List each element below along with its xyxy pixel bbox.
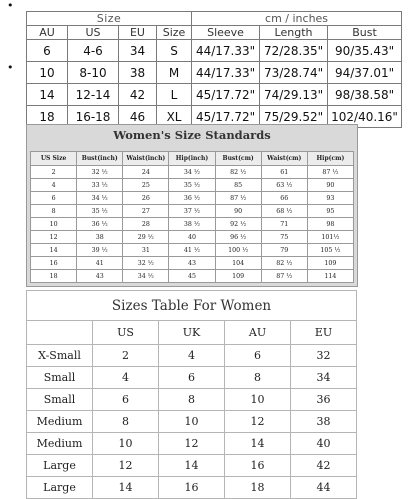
table-cell: 98/38.58" <box>328 84 402 106</box>
table-row <box>31 166 354 179</box>
column-header: Bust(inch) <box>77 152 123 166</box>
bullet-marker: • <box>7 61 14 74</box>
table-row <box>31 205 354 218</box>
table-row <box>31 179 354 192</box>
table-cell: 6 <box>225 345 291 367</box>
column-header: Hip(cm) <box>307 152 353 166</box>
table-cell: 6 <box>31 192 77 205</box>
table-cell: 92 ½ <box>215 218 261 231</box>
table-cell: 74/29.13" <box>260 84 328 106</box>
table-cell: 2 <box>31 166 77 179</box>
table-cell: 8 <box>225 367 291 389</box>
table-cell: 2 <box>93 345 159 367</box>
table-cell: 90 <box>307 179 353 192</box>
table-cell: 35 ½ <box>169 179 215 192</box>
column-header: EU <box>291 321 357 345</box>
table-cell: 33 ½ <box>77 179 123 192</box>
column-header: Waist(cm) <box>261 152 307 166</box>
table-cell: 40 <box>169 231 215 244</box>
table-cell: 36 <box>291 389 357 411</box>
table-cell: 85 <box>215 179 261 192</box>
table-cell: 100 ½ <box>215 244 261 257</box>
table-cell: 41 ½ <box>169 244 215 257</box>
table-cell: 44/17.33" <box>192 40 260 62</box>
table-cell: 14 <box>31 244 77 257</box>
table-cell: 14 <box>27 84 68 106</box>
table-cell: 10 <box>225 389 291 411</box>
table-cell: 63 ½ <box>261 179 307 192</box>
table-cell: 4 <box>93 367 159 389</box>
table-cell: 102/40.16" <box>328 106 402 128</box>
size-standards-title: Women's Size Standards <box>113 128 271 142</box>
table-row <box>31 270 354 283</box>
table-cell: 104 <box>215 257 261 270</box>
table-cell: 37 ½ <box>169 205 215 218</box>
column-header: US Size <box>31 152 77 166</box>
table-cell: 68 ½ <box>261 205 307 218</box>
table-row <box>27 433 357 455</box>
table-cell: 42 <box>119 84 157 106</box>
table-cell: Large <box>27 455 93 477</box>
table-row <box>31 231 354 244</box>
table-cell: 12-14 <box>68 84 119 106</box>
table-cell: 90 <box>215 205 261 218</box>
size-standards-table <box>30 151 354 283</box>
table-row <box>27 411 357 433</box>
table-cell: 14 <box>93 477 159 499</box>
size-measurement-table <box>26 11 402 128</box>
table-cell: 40 <box>291 433 357 455</box>
table-cell: 43 <box>77 270 123 283</box>
column-header: Hip(inch) <box>169 152 215 166</box>
table-cell: 24 <box>123 166 169 179</box>
column-header: Waist(inch) <box>123 152 169 166</box>
table-cell: 45/17.72" <box>192 106 260 128</box>
table-cell: 109 <box>307 257 353 270</box>
table-cell: 16 <box>159 477 225 499</box>
table-cell: 94/37.01" <box>328 62 402 84</box>
table-cell: XL <box>157 106 192 128</box>
table-cell: 87 ½ <box>261 270 307 283</box>
table-cell: Large <box>27 477 93 499</box>
table-cell: 32 ½ <box>77 166 123 179</box>
table-cell: 43 <box>169 257 215 270</box>
table-row <box>27 62 402 84</box>
column-header: US <box>93 321 159 345</box>
table-cell: 8 <box>31 205 77 218</box>
table-cell: Medium <box>27 411 93 433</box>
table-row <box>27 84 402 106</box>
measure-group-header: cm / inches <box>192 12 402 26</box>
column-header: US <box>68 26 119 40</box>
table-cell: 34 <box>119 40 157 62</box>
table-cell: 18 <box>31 270 77 283</box>
table-row <box>27 367 357 389</box>
table-row <box>27 345 357 367</box>
table-cell: 14 <box>225 433 291 455</box>
table-cell: 12 <box>225 411 291 433</box>
table-cell: 82 ½ <box>261 257 307 270</box>
table-cell: 16-18 <box>68 106 119 128</box>
table-cell: 6 <box>159 367 225 389</box>
column-header: Sleeve <box>192 26 260 40</box>
table-cell: 87 ½ <box>215 192 261 205</box>
table-cell: 6 <box>27 40 68 62</box>
table-cell: M <box>157 62 192 84</box>
table-cell: 32 <box>291 345 357 367</box>
table-cell: 16 <box>225 455 291 477</box>
table-cell: 31 <box>123 244 169 257</box>
table-cell: 90/35.43" <box>328 40 402 62</box>
table-cell: 10 <box>93 433 159 455</box>
table-cell: 4 <box>31 179 77 192</box>
table-cell: 73/28.74" <box>260 62 328 84</box>
table-row <box>27 389 357 411</box>
column-header: AU <box>225 321 291 345</box>
bullet-marker: • <box>7 0 14 12</box>
table-cell: 16 <box>31 257 77 270</box>
table-cell: 8 <box>159 389 225 411</box>
table-cell: 38 <box>119 62 157 84</box>
column-header: Length <box>260 26 328 40</box>
table-cell: 66 <box>261 192 307 205</box>
table-cell: 75 <box>261 231 307 244</box>
table-cell: 61 <box>261 166 307 179</box>
table-row <box>31 257 354 270</box>
table-cell: 114 <box>307 270 353 283</box>
table-cell: 26 <box>123 192 169 205</box>
table-row <box>27 455 357 477</box>
table-cell: 93 <box>307 192 353 205</box>
table-cell: 14 <box>159 455 225 477</box>
table-cell: S <box>157 40 192 62</box>
sizes-table-title: Sizes Table For Women <box>27 291 357 321</box>
table-cell: Small <box>27 367 93 389</box>
size-standards-panel <box>26 124 358 287</box>
table-cell: 10 <box>27 62 68 84</box>
table-cell: 34 <box>291 367 357 389</box>
table-cell: 38 ½ <box>169 218 215 231</box>
table-cell: 44/17.33" <box>192 62 260 84</box>
table-cell: X-Small <box>27 345 93 367</box>
table-cell: 4-6 <box>68 40 119 62</box>
table-cell: 4 <box>159 345 225 367</box>
table-row <box>31 192 354 205</box>
table-cell: 27 <box>123 205 169 218</box>
table-cell: 34 ½ <box>77 192 123 205</box>
column-header: AU <box>27 26 68 40</box>
table-cell: 38 <box>291 411 357 433</box>
table-cell: 32 ½ <box>123 257 169 270</box>
table-cell: 29 ½ <box>123 231 169 244</box>
table-cell: 45/17.72" <box>192 84 260 106</box>
table-cell: 45 <box>169 270 215 283</box>
table-cell: 10 <box>31 218 77 231</box>
table-cell: 82 ½ <box>215 166 261 179</box>
table-cell: 6 <box>93 389 159 411</box>
table-cell: 96 ½ <box>215 231 261 244</box>
table-cell: Medium <box>27 433 93 455</box>
table-cell: 39 ½ <box>77 244 123 257</box>
table-cell: 105 ½ <box>307 244 353 257</box>
table-cell: 8 <box>93 411 159 433</box>
table-cell: 12 <box>93 455 159 477</box>
column-header: UK <box>159 321 225 345</box>
table-cell: Small <box>27 389 93 411</box>
table-cell: 72/28.35" <box>260 40 328 62</box>
table-cell: 38 <box>77 231 123 244</box>
table-row <box>31 218 354 231</box>
table-cell: 101½ <box>307 231 353 244</box>
table-cell: 44 <box>291 477 357 499</box>
table-cell: 25 <box>123 179 169 192</box>
table-cell: 34 ½ <box>169 166 215 179</box>
table-cell: 12 <box>31 231 77 244</box>
table-cell: 12 <box>159 433 225 455</box>
table-cell: 18 <box>225 477 291 499</box>
table-row <box>31 244 354 257</box>
table-cell: 46 <box>119 106 157 128</box>
table-cell: 18 <box>27 106 68 128</box>
table-cell: 79 <box>261 244 307 257</box>
column-header <box>27 321 93 345</box>
table-cell: L <box>157 84 192 106</box>
size-group-header: Size <box>27 12 192 26</box>
table-row <box>27 40 402 62</box>
table-cell: 28 <box>123 218 169 231</box>
table-cell: 87 ½ <box>307 166 353 179</box>
table-cell: 8-10 <box>68 62 119 84</box>
table-cell: 95 <box>307 205 353 218</box>
column-header: Bust(cm) <box>215 152 261 166</box>
table-cell: 35 ½ <box>77 205 123 218</box>
table-cell: 41 <box>77 257 123 270</box>
column-header: Size <box>157 26 192 40</box>
table-cell: 109 <box>215 270 261 283</box>
table-cell: 98 <box>307 218 353 231</box>
table-cell: 42 <box>291 455 357 477</box>
table-cell: 36 ½ <box>169 192 215 205</box>
sizes-table-for-women <box>26 290 357 499</box>
column-header: Bust <box>328 26 402 40</box>
column-header: EU <box>119 26 157 40</box>
table-cell: 34 ½ <box>123 270 169 283</box>
table-cell: 71 <box>261 218 307 231</box>
table-cell: 75/29.52" <box>260 106 328 128</box>
table-cell: 36 ½ <box>77 218 123 231</box>
table-cell: 10 <box>159 411 225 433</box>
